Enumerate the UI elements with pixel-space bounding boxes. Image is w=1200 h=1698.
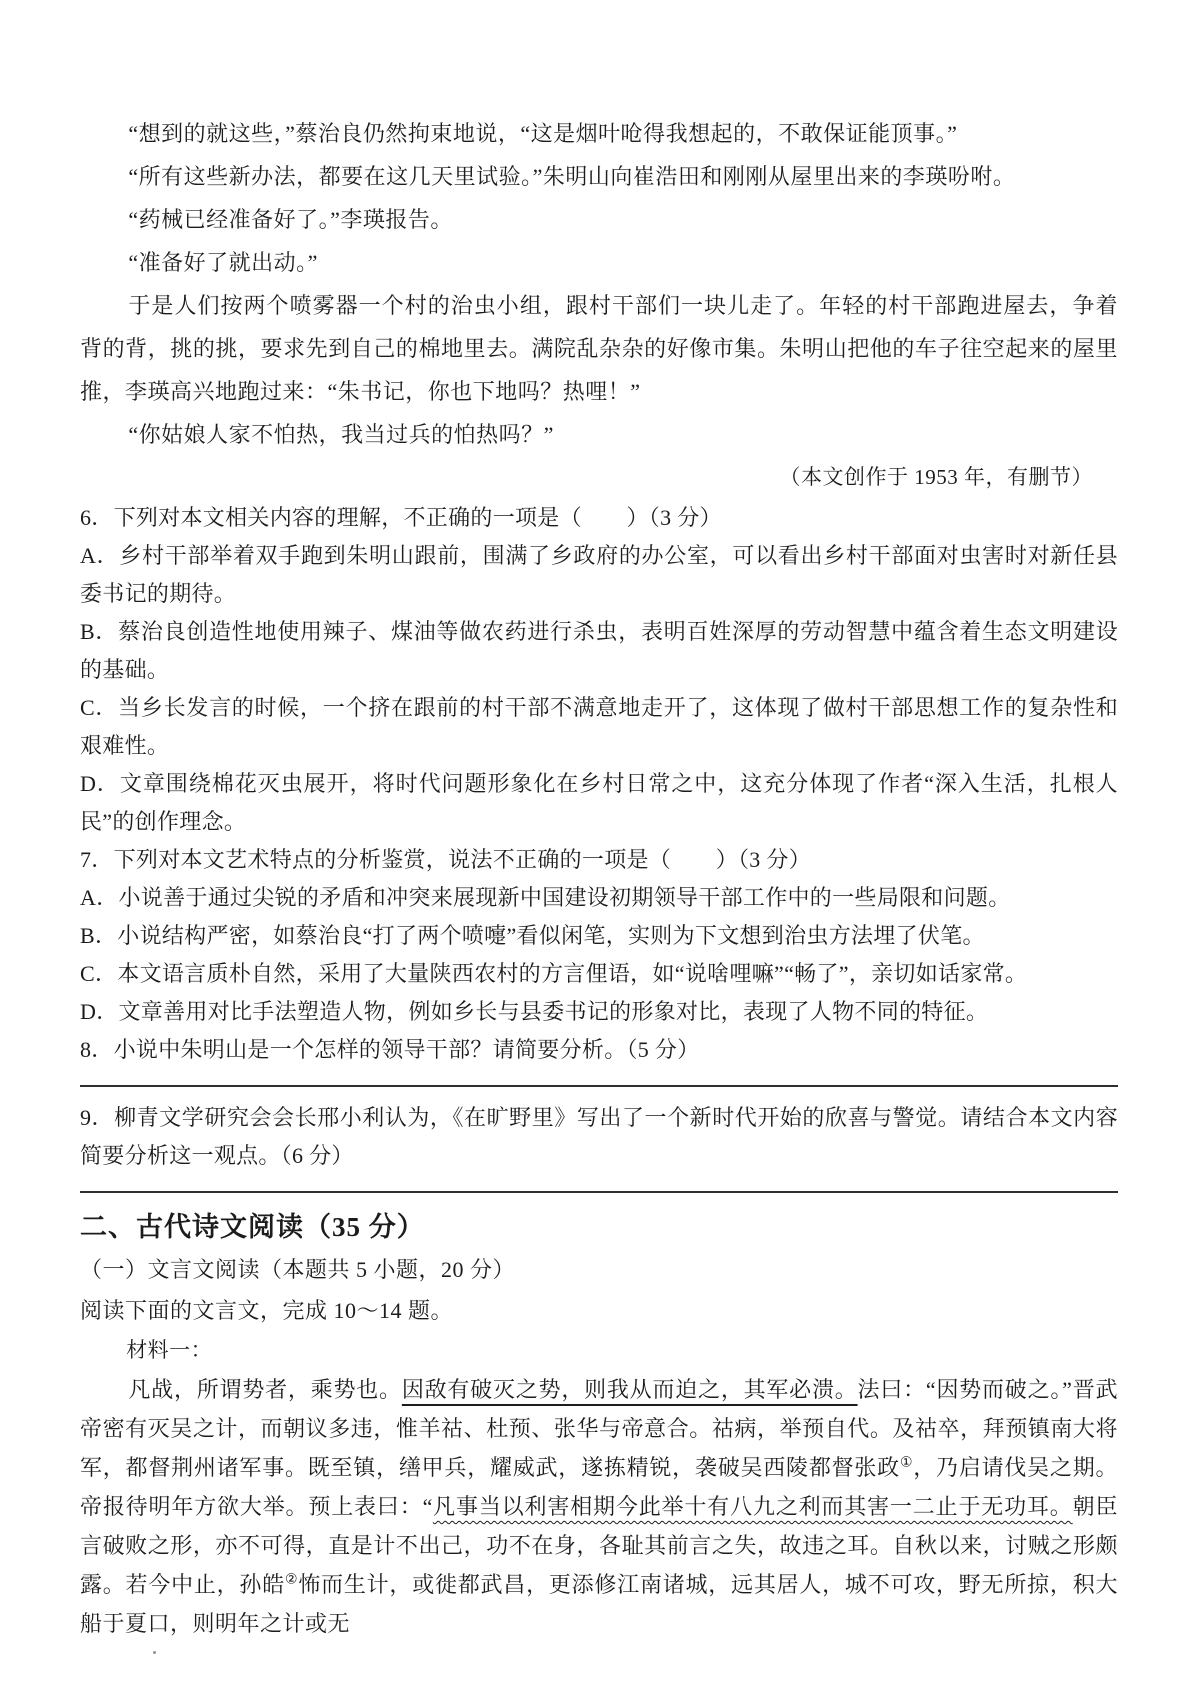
classical-text-plain: ，乃启请伐吴之期。帝报待明年方欲大举。预上表曰：“ [80, 1455, 1118, 1519]
question-6-option-a: A．乡村干部举着双手跑到朱明山跟前，围满了乡政府的办公室，可以看出乡村干部面对虫害时对新任县委书记的期待。 [80, 543, 1118, 606]
story-excerpt [80, 112, 1118, 499]
question-9-stem: 9．柳青文学研究会会长邢小利认为，《在旷野里》写出了一个新时代开始的欣喜与警觉。请结合本文内容简要分析这一观点。（6 分） [80, 1105, 1118, 1168]
question-6-stem: 6．下列对本文相关内容的理解，不正确的一项是（ ）（3 分） [80, 505, 722, 530]
question-6-option-d: D．文章围绕棉花灭虫展开，将时代问题形象化在乡村日常之中，这充分体现了作者“深入生活，扎根人民”的创作理念。 [80, 771, 1118, 834]
story-paragraph: “你姑娘人家不怕热，我当过兵的怕热吗？” [128, 422, 554, 447]
reading-instruction: 阅读下面的文言文，完成 10～14 题。 [80, 1298, 454, 1323]
footnote-marker-2: ② [284, 1572, 299, 1588]
footnote-marker-1: ① [899, 1455, 914, 1471]
answer-line [80, 1069, 1118, 1087]
section-2-subheading: （一）文言文阅读（本题共 5 小题，20 分） [80, 1257, 516, 1282]
story-paragraph: “药械已经准备好了。”李瑛报告。 [128, 207, 453, 232]
solid-underlined-text: 因敌有破灭之势，则我从而迫之，其军必溃。 [401, 1377, 858, 1402]
question-7-option-a: A．小说善于通过尖锐的矛盾和冲突来展现新中国建设初期领导干部工作中的一些局限和问题。 [80, 885, 1011, 910]
story-attribution: （本文创作于 1953 年，有删节） [779, 465, 1093, 489]
material-1-label: 材料一： [126, 1338, 213, 1362]
question-6 [80, 499, 1118, 841]
question-8 [80, 1031, 1118, 1087]
question-6-option-c: C．当乡长发言的时候，一个挤在跟前的村干部不满意地走开了，这体现了做村干部思想工作的复杂性和艰难性。 [80, 695, 1118, 758]
story-paragraph: 于是人们按两个喷雾器一个村的治虫小组，跟村干部们一块儿走了。年轻的村干部跑进屋去，争着背的背，挑的挑，要求先到自己的棉地里去。满院乱杂杂的好像市集。朱明山把他的车子往空起来的屋里推，李瑛高兴地跑过来：“朱书记，你也下地吗？热哩！” [80, 293, 1118, 404]
classical-text-plain: 朝臣言破败之形，亦不可得，直是计不出己，功不在身，各耻其前言之失，故违之耳。自秋以来，讨贼之形颇露。若今中止，孙皓 [80, 1494, 1118, 1597]
question-9 [80, 1099, 1118, 1193]
classical-text-plain: 凡战，所谓势者，乘势也。 [128, 1377, 402, 1402]
classical-text-plain: 怖而生计，或徙都武昌，更添修江南诸城，远其居人，城不可攻，野无所掠，积大船于夏口，则明年之计或无 [80, 1572, 1118, 1636]
wavy-underlined-text: 凡事当以利害相期今此举十有八九之利而其害一二止于无功耳。 [432, 1494, 1073, 1519]
scan-speck [153, 1651, 156, 1654]
question-7-option-d: D．文章善用对比手法塑造人物，例如乡长与县委书记的形象对比，表现了人物不同的特征。 [80, 999, 989, 1024]
section-2-heading: 二、古代诗文阅读（35 分） [80, 1212, 425, 1242]
question-7-option-b: B．小说结构严密，如蔡治良“打了两个喷嚏”看似闲笔，实则为下文想到治虫方法埋了伏笔。 [80, 923, 985, 948]
answer-line [80, 1175, 1118, 1193]
question-7-option-c: C．本文语言质朴自然，采用了大量陕西农村的方言俚语，如“说啥哩嘛”“畅了”，亲切如话家常。 [80, 961, 1028, 986]
classical-text-plain: 法曰：“因势而破之。”晋武帝密有灭吴之计，而朝议多违，惟羊祜、杜预、张华与帝意合。祜病，举预自代。及祜卒，拜预镇南大将军，都督荆州诸军事。既至镇，缮甲兵，耀威武，遂拣精锐，袭破吴西陵都督张政 [80, 1377, 1118, 1480]
question-7 [80, 841, 1118, 1031]
question-7-stem: 7．下列对本文艺术特点的分析鉴赏，说法不正确的一项是（ ）（3 分） [80, 847, 812, 872]
story-paragraph: “准备好了就出动。” [128, 250, 318, 275]
section-2-ancient-reading [80, 1205, 1118, 1643]
question-6-option-b: B．蔡治良创造性地使用辣子、煤油等做农药进行杀虫，表明百姓深厚的劳动智慧中蕴含着生态文明建设的基础。 [80, 619, 1118, 682]
story-paragraph: “所有这些新办法，都要在这几天里试验。”朱明山向崔浩田和刚刚从屋里出来的李瑛吩咐。 [128, 164, 1016, 189]
material-1-text [80, 1370, 1118, 1643]
question-8-stem: 8．小说中朱明山是一个怎样的领导干部？请简要分析。（5 分） [80, 1037, 700, 1062]
story-paragraph: “想到的就这些，”蔡治良仍然拘束地说，“这是烟叶呛得我想起的，不敢保证能顶事。” [128, 121, 958, 146]
